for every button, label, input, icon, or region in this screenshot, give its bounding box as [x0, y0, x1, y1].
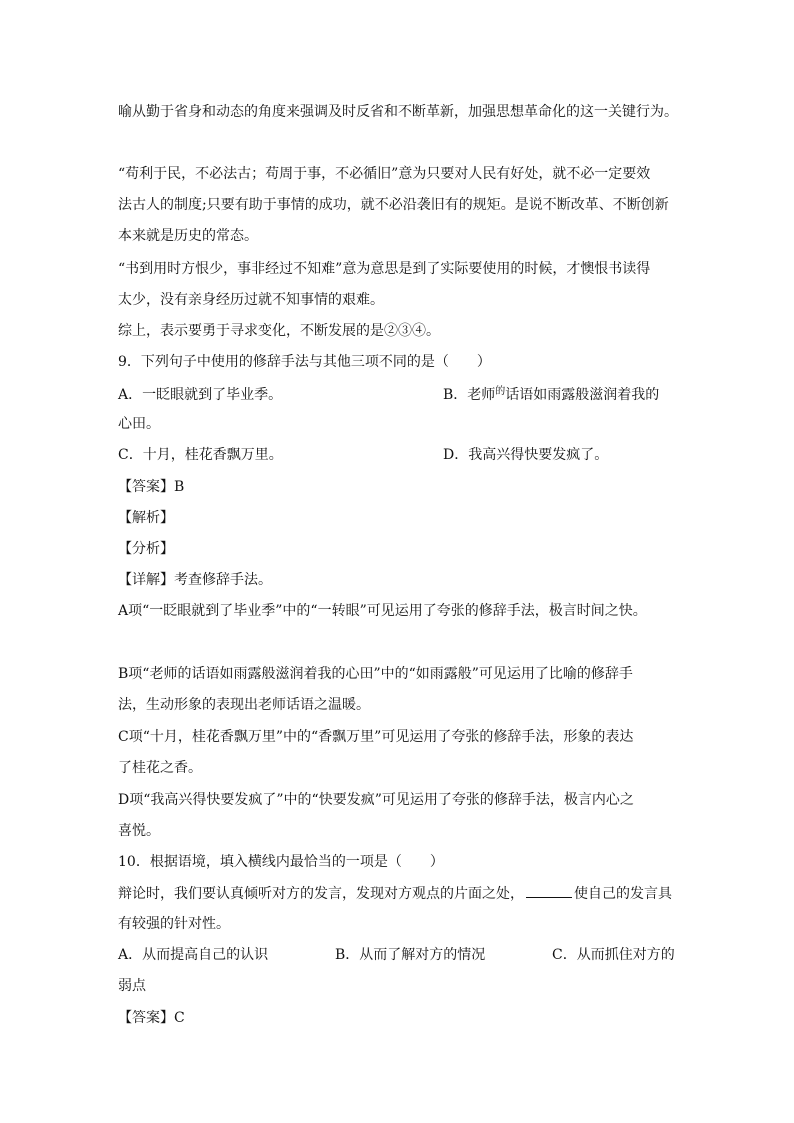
q9-option-b-small-char: 的	[495, 386, 506, 397]
conclusion-line: 综上，表示要勇于寻求变化，不断发展的是②③④。	[118, 323, 440, 339]
analysis-line: 太少，没有亲身经历过就不知事情的艰难。	[118, 292, 384, 308]
q9-a-explain: A项“一眨眼就到了毕业季”中的“一转眼”可见运用了夸张的修辞手法，极言时间之快。	[118, 603, 647, 619]
q9-option-b-line2: 心田。	[118, 416, 160, 432]
question-9-stem: 9．下列句子中使用的修辞手法与其他三项不同的是（ ）	[118, 354, 491, 370]
fill-blank	[526, 883, 572, 898]
q9-detail: 【详解】考查修辞手法。	[118, 572, 272, 588]
q9-option-c: C．十月，桂花香飘万里。	[118, 447, 283, 463]
q9-d-explain: 喜悦。	[118, 823, 160, 839]
q10-context	[118, 883, 672, 904]
q9-analysis-label: 【解析】	[118, 510, 174, 526]
analysis-line: 喻从勤于省身和动态的角度来强调及时反省和不断革新，加强思想革命化的这一关键行为。	[118, 104, 678, 120]
q9-answer: 【答案】B	[118, 479, 185, 495]
q9-fenxi-label: 【分析】	[118, 541, 174, 557]
q10-context-after: 使自己的发言具	[574, 886, 672, 902]
q9-c-explain: 了桂花之香。	[118, 760, 202, 776]
question-10-stem: 10．根据语境，填入横线内最恰当的一项是（ ）	[118, 854, 444, 870]
q9-option-a: A．一眨眼就到了毕业季。	[118, 387, 283, 403]
q10-option-c-line2: 弱点	[118, 978, 146, 994]
analysis-line: 法古人的制度;只要有助于事情的成功，就不必沿袭旧有的规矩。是说不断改革、不断创新	[118, 197, 669, 213]
q9-option-b-text: B．老师	[443, 387, 496, 403]
analysis-line: 本来就是历史的常态。	[118, 228, 258, 244]
q10-context-line2: 有较强的针对性。	[118, 916, 230, 932]
q10-option-a: A．从而提高自己的认识	[118, 947, 269, 963]
q9-c-explain: C项“十月，桂花香飘万里”中的“香飘万里”可见运用了夸张的修辞手法，形象的表达	[118, 729, 634, 745]
q9-b-explain: 法，生动形象的表现出老师话语之温暖。	[118, 697, 370, 713]
q9-option-b	[443, 385, 659, 407]
q10-answer: 【答案】C	[118, 1010, 185, 1026]
analysis-line: “书到用时方恨少，事非经过不知难”意为意思是到了实际要使用的时候，才懊恨书读得	[118, 261, 651, 277]
q9-option-d: D．我高兴得快要发疯了。	[443, 447, 609, 463]
q10-context-before: 辩论时，我们要认真倾听对方的发言，发现对方观点的片面之处，	[118, 886, 524, 902]
q9-b-explain: B项“老师的话语如雨露般滋润着我的心田”中的“如雨露般”可见运用了比喻的修辞手	[118, 666, 633, 682]
q10-option-c: C．从而抓住对方的	[552, 947, 675, 963]
analysis-line: “苟利于民，不必法古；苟周于事，不必循旧”意为只要对人民有好处，就不必一定要效	[118, 166, 651, 182]
q10-option-b: B．从而了解对方的情况	[335, 947, 486, 963]
q9-d-explain: D项“我高兴得快要发疯了”中的“快要发疯”可见运用了夸张的修辞手法，极言内心之	[118, 792, 634, 808]
q9-option-b-text: 话语如雨露般滋润着我的	[505, 387, 660, 403]
